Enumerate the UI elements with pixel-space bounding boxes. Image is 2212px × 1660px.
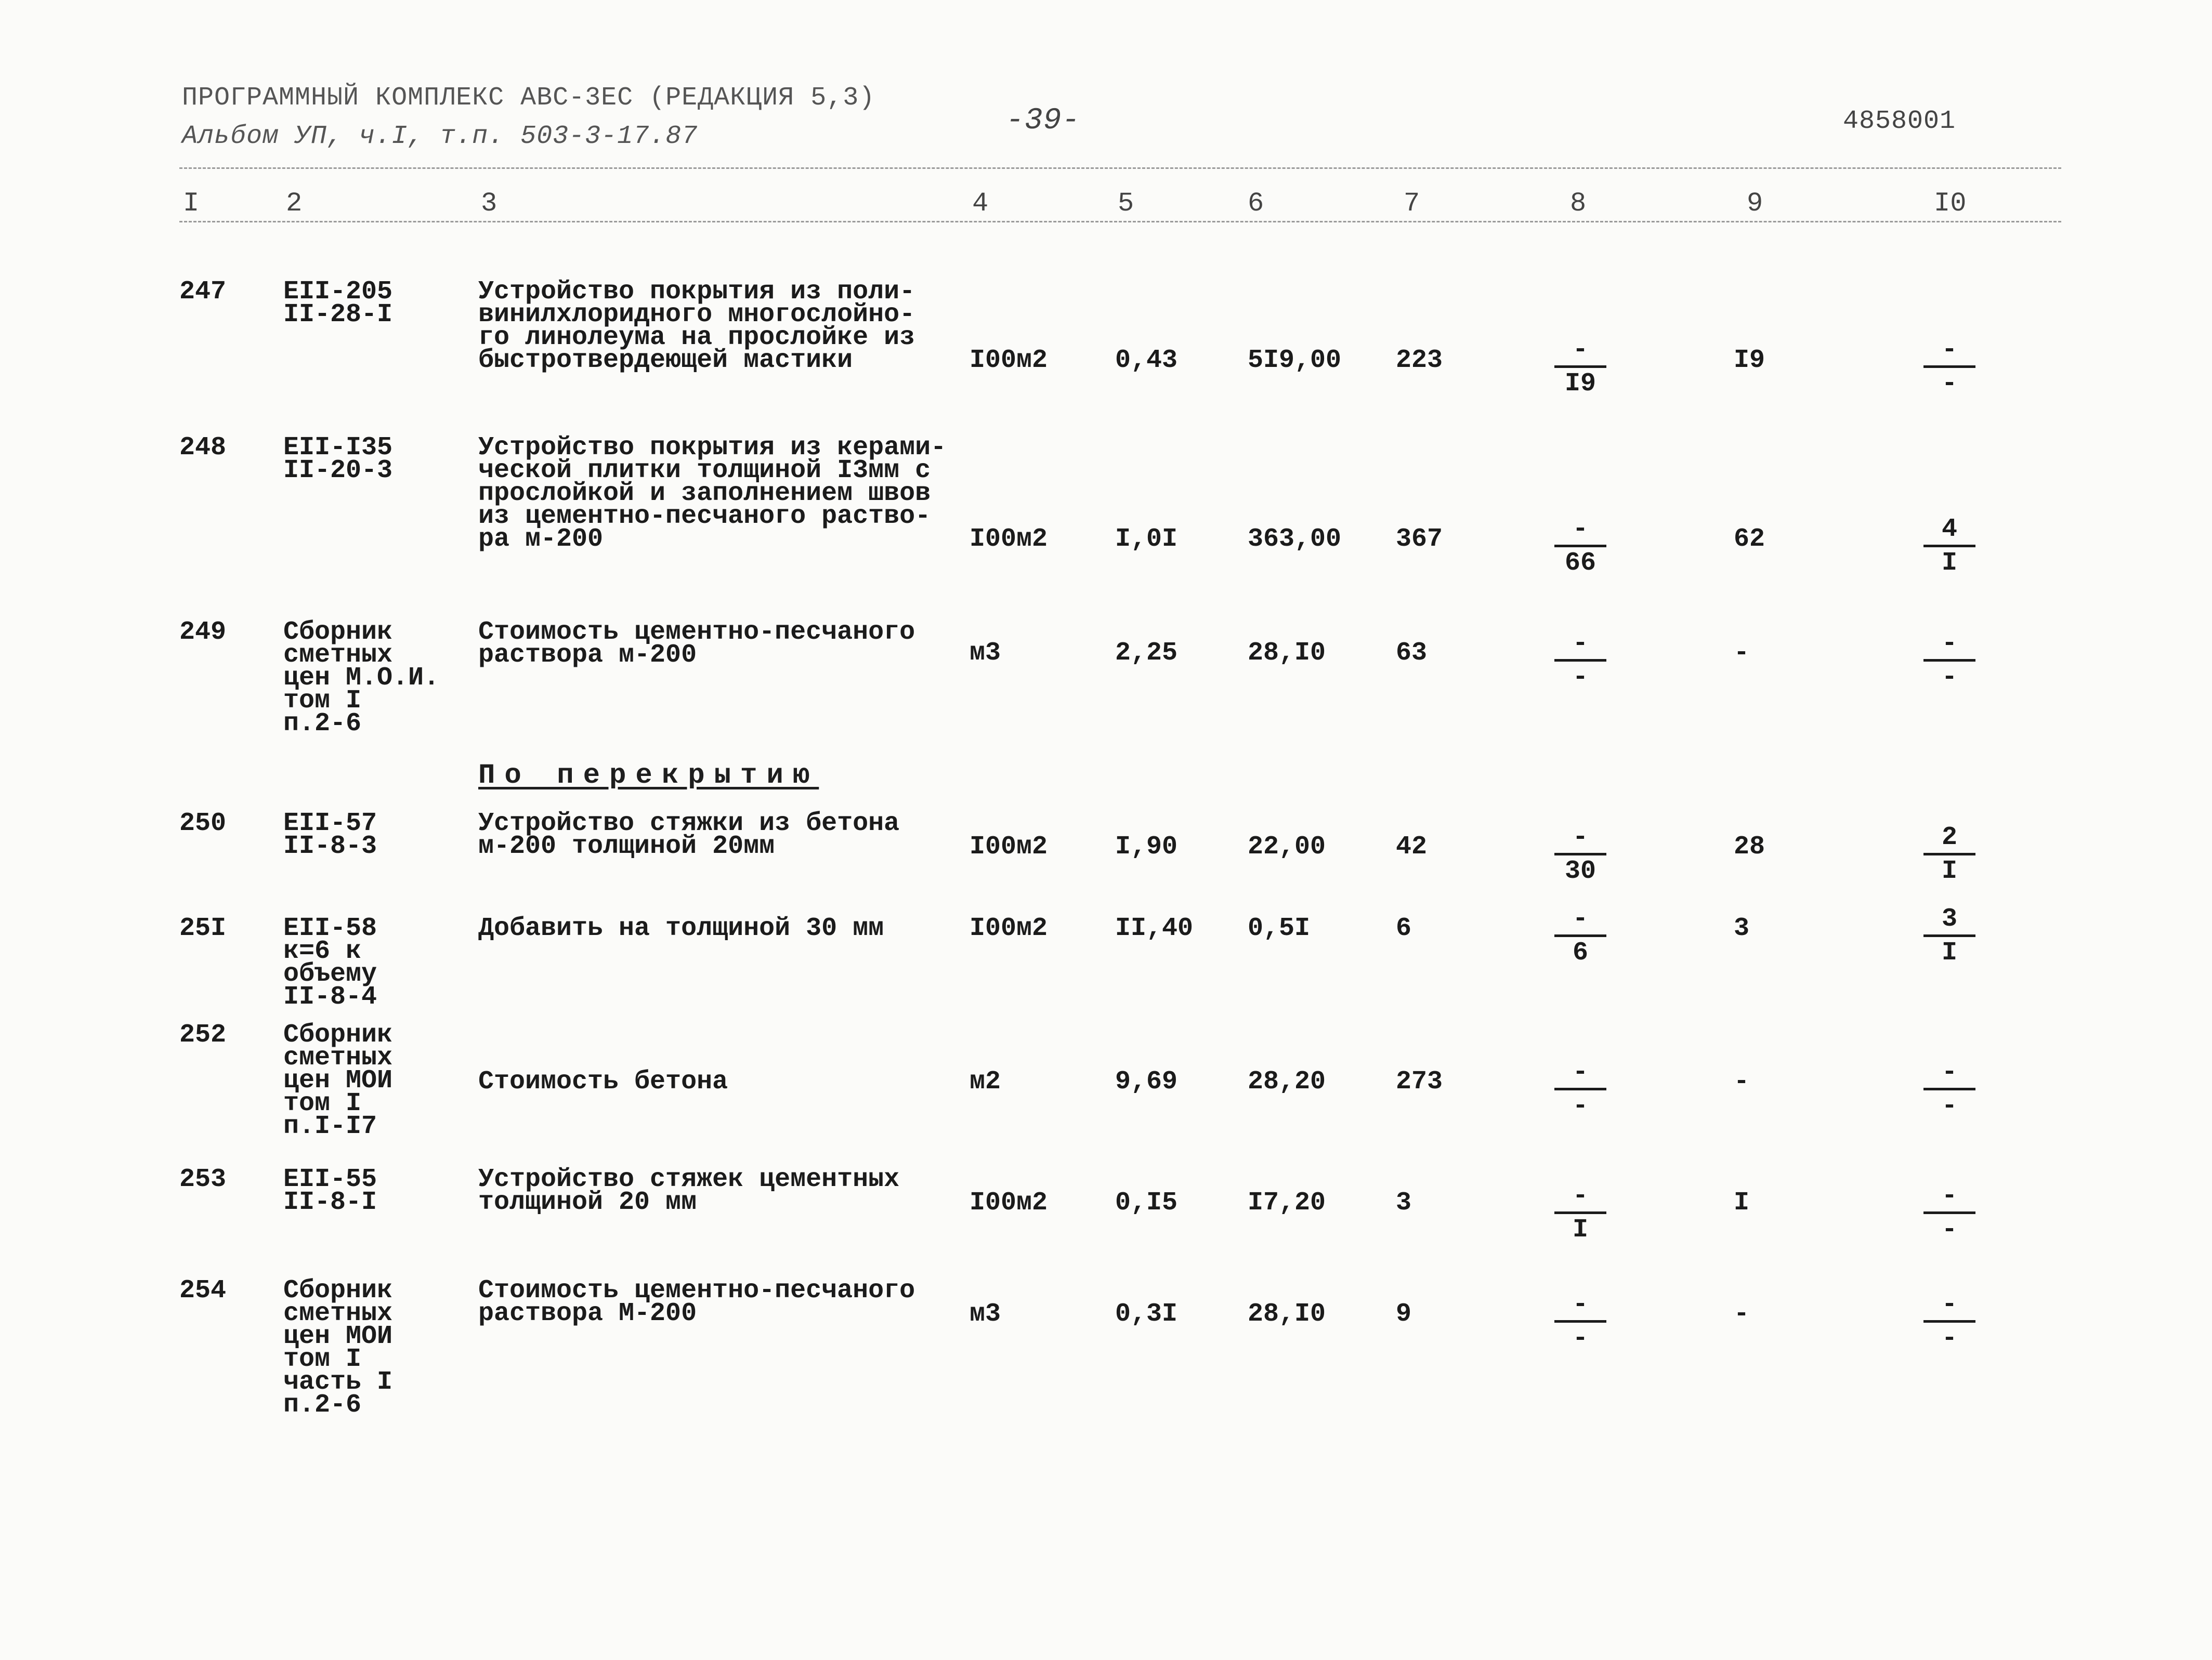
norm-code-line: EII-57 [283, 809, 377, 838]
fraction-denominator: 30 [1564, 857, 1596, 886]
norm-code [283, 277, 393, 330]
column-header-8: 8 [1570, 188, 1587, 219]
norm-code-line: п.I-I7 [283, 1112, 377, 1141]
column-9-value: - [1734, 1299, 1750, 1329]
unit: I00м2 [970, 1188, 1048, 1218]
row-number: 247 [179, 277, 227, 307]
norm-code-line: EII-58 [283, 914, 377, 943]
column-10-fraction [1923, 515, 1975, 577]
fraction-denominator: 6 [1572, 938, 1588, 968]
column-9-value: - [1734, 1067, 1750, 1097]
description-line: Устройство стяжки из бетона [478, 809, 900, 838]
norm-code-line: EII-205 [283, 277, 393, 307]
column-10-fraction [1923, 904, 1975, 967]
fraction-denominator: - [1941, 1215, 1957, 1245]
header-rule-bottom [179, 221, 2061, 222]
album-project-number: 503-3-17.87 [520, 122, 698, 151]
work-description [478, 617, 915, 670]
description-line: го линолеума на прослойке из [478, 323, 915, 352]
unit-price: 5I9,00 [1248, 346, 1342, 375]
norm-code-line: II-8-4 [283, 982, 377, 1012]
column-header-5: 5 [1118, 188, 1134, 219]
header-rule-top [179, 167, 2061, 169]
norm-code-line: объему [283, 959, 377, 989]
norm-code-line: к=6 к [283, 937, 362, 966]
norm-code-line: II-8-3 [283, 832, 377, 861]
quantity: I,0I [1115, 524, 1178, 554]
description-line: из цементно-песчаного раство- [478, 502, 931, 531]
fraction-numerator: - [1554, 1058, 1606, 1090]
fraction-denominator: I [1941, 857, 1957, 886]
fraction-numerator: 2 [1923, 823, 1975, 855]
quantity: 0,3I [1115, 1299, 1178, 1329]
column-header-6: 6 [1248, 188, 1264, 219]
quantity: 0,I5 [1115, 1188, 1178, 1218]
fraction-numerator: - [1554, 1181, 1606, 1214]
norm-code-line: EII-55 [283, 1165, 377, 1194]
norm-code-line: сметных [283, 1299, 393, 1328]
total-cost: 273 [1396, 1067, 1443, 1097]
fraction-numerator: - [1923, 1290, 1975, 1323]
page-number: -39- [1006, 104, 1081, 138]
description-line: Стоимость бетона [478, 1067, 728, 1097]
description-line: ческой плитки толщиной I3мм с [478, 456, 931, 485]
column-10-fraction [1923, 335, 1975, 398]
norm-code-line: цен МОИ [283, 1066, 393, 1096]
fraction-denominator: I [1941, 548, 1957, 578]
column-header-9: 9 [1747, 188, 1763, 219]
column-header-7: 7 [1404, 188, 1420, 219]
album-reference [182, 122, 698, 151]
norm-code-line: том I [283, 1345, 362, 1374]
work-description [478, 1276, 915, 1328]
fraction-denominator: - [1572, 663, 1588, 692]
unit: I00м2 [970, 914, 1048, 943]
quantity: 9,69 [1115, 1067, 1178, 1097]
fraction-denominator: 66 [1564, 548, 1596, 578]
norm-code-line: часть I [283, 1367, 393, 1397]
norm-code [283, 809, 377, 861]
column-8-fraction [1554, 823, 1606, 886]
fraction-numerator: 4 [1923, 515, 1975, 547]
fraction-denominator: I9 [1564, 369, 1596, 399]
norm-code-line: цен М.О.И. [283, 663, 440, 693]
unit-price: 28,I0 [1248, 1299, 1326, 1329]
norm-code [283, 433, 393, 485]
column-8-fraction [1554, 1290, 1606, 1353]
norm-code [283, 914, 377, 1012]
fraction-denominator: - [1941, 1091, 1957, 1121]
row-number: 252 [179, 1020, 227, 1050]
column-9-value: 62 [1734, 524, 1765, 554]
fraction-denominator: I [1572, 1215, 1588, 1245]
unit: м3 [970, 638, 1001, 668]
unit: м2 [970, 1067, 1001, 1097]
column-8-fraction [1554, 629, 1606, 692]
fraction-numerator: - [1554, 515, 1606, 547]
fraction-numerator: - [1923, 629, 1975, 662]
column-9-value: I [1734, 1188, 1750, 1218]
row-number: 253 [179, 1165, 227, 1194]
album-prefix: Альбом УП, ч.I, т.п. [182, 122, 505, 151]
total-cost: 9 [1396, 1299, 1412, 1329]
norm-code-line: Сборник [283, 1276, 393, 1306]
unit: I00м2 [970, 524, 1048, 554]
fraction-numerator: - [1554, 1290, 1606, 1323]
norm-code-line: Сборник [283, 1020, 393, 1050]
program-title: ПРОГРАММНЫЙ КОМПЛЕКС АВС-3ЕС (РЕДАКЦИЯ 5,3) [182, 83, 875, 113]
column-9-value: - [1734, 638, 1750, 668]
column-10-fraction [1923, 823, 1975, 886]
total-cost: 63 [1396, 638, 1428, 668]
norm-code [283, 617, 440, 739]
description-line: быстротвердеющей мастики [478, 346, 853, 375]
unit: I00м2 [970, 346, 1048, 375]
column-9-value: I9 [1734, 346, 1765, 375]
column-10-fraction [1923, 629, 1975, 692]
fraction-numerator: - [1554, 629, 1606, 662]
fraction-numerator: - [1554, 904, 1606, 937]
fraction-denominator: I [1941, 938, 1957, 968]
column-header-1: I [183, 188, 200, 219]
norm-code-line: п.2-6 [283, 709, 362, 739]
fraction-numerator: 3 [1923, 904, 1975, 937]
norm-code-line: том I [283, 1089, 362, 1118]
description-line: раствора М-200 [478, 1299, 697, 1328]
column-9-value: 28 [1734, 832, 1765, 862]
norm-code [283, 1276, 393, 1420]
norm-code-line: том I [283, 686, 362, 716]
work-description [478, 433, 947, 554]
column-8-fraction [1554, 1181, 1606, 1244]
section-title: По перекрытию [478, 760, 819, 792]
description-line: Устройство стяжек цементных [478, 1165, 900, 1194]
unit-price: 363,00 [1248, 524, 1342, 554]
total-cost: 6 [1396, 914, 1412, 943]
description-line: прослойкой и заполнением швов [478, 479, 931, 508]
description-line: Стоимость цементно-песчаного [478, 617, 915, 647]
norm-code-line: цен МОИ [283, 1322, 393, 1351]
norm-code-line: Сборник [283, 617, 393, 647]
row-number: 250 [179, 809, 227, 838]
description-line: толщиной 20 мм [478, 1188, 697, 1217]
column-header-3: 3 [481, 188, 498, 219]
row-number: 248 [179, 433, 227, 463]
row-number: 25I [179, 914, 227, 943]
column-header-4: 4 [972, 188, 989, 219]
fraction-numerator: - [1554, 823, 1606, 855]
norm-code [283, 1020, 393, 1141]
total-cost: 367 [1396, 524, 1443, 554]
unit: м3 [970, 1299, 1001, 1329]
total-cost: 3 [1396, 1188, 1412, 1218]
fraction-numerator: - [1923, 1181, 1975, 1214]
fraction-denominator: - [1572, 1324, 1588, 1353]
document-number: 4858001 [1843, 107, 1956, 136]
unit: I00м2 [970, 832, 1048, 862]
column-9-value: 3 [1734, 914, 1750, 943]
description-line: м-200 толщиной 20мм [478, 832, 775, 861]
unit-price: 0,5I [1248, 914, 1311, 943]
quantity: 2,25 [1115, 638, 1178, 668]
norm-code-line: II-20-3 [283, 456, 393, 485]
column-8-fraction [1554, 335, 1606, 398]
column-10-fraction [1923, 1181, 1975, 1244]
description-line: ра м-200 [478, 524, 604, 554]
description-line: раствора м-200 [478, 640, 697, 670]
fraction-denominator: - [1572, 1091, 1588, 1121]
total-cost: 42 [1396, 832, 1428, 862]
row-number: 254 [179, 1276, 227, 1306]
norm-code-line: EII-I35 [283, 433, 393, 463]
description-line: Добавить на толщиной 30 мм [478, 914, 884, 943]
norm-code-line: сметных [283, 640, 393, 670]
unit-price: 28,I0 [1248, 638, 1326, 668]
work-description [478, 1067, 728, 1097]
fraction-numerator: - [1554, 335, 1606, 368]
total-cost: 223 [1396, 346, 1443, 375]
fraction-numerator: - [1923, 335, 1975, 368]
unit-price: 22,00 [1248, 832, 1326, 862]
work-description [478, 809, 900, 861]
column-header-10: I0 [1934, 188, 1967, 219]
work-description [478, 1165, 900, 1217]
fraction-denominator: - [1941, 1324, 1957, 1353]
column-header-2: 2 [286, 188, 303, 219]
description-line: Устройство покрытия из поли- [478, 277, 915, 307]
description-line: Устройство покрытия из керами- [478, 433, 947, 463]
quantity: II,40 [1115, 914, 1194, 943]
norm-code [283, 1165, 377, 1217]
unit-price: I7,20 [1248, 1188, 1326, 1218]
norm-code-line: II-28-I [283, 300, 393, 330]
column-8-fraction [1554, 1058, 1606, 1121]
norm-code-line: сметных [283, 1043, 393, 1073]
quantity: I,90 [1115, 832, 1178, 862]
unit-price: 28,20 [1248, 1067, 1326, 1097]
description-line: винилхлоридного многослойно- [478, 300, 915, 330]
column-10-fraction [1923, 1290, 1975, 1353]
norm-code-line: п.2-6 [283, 1390, 362, 1420]
column-8-fraction [1554, 904, 1606, 967]
fraction-denominator: - [1941, 663, 1957, 692]
norm-code-line: II-8-I [283, 1188, 377, 1217]
quantity: 0,43 [1115, 346, 1178, 375]
fraction-denominator: - [1941, 369, 1957, 399]
description-line: Стоимость цементно-песчаного [478, 1276, 915, 1306]
column-10-fraction [1923, 1058, 1975, 1121]
work-description [478, 914, 884, 943]
fraction-numerator: - [1923, 1058, 1975, 1090]
column-8-fraction [1554, 515, 1606, 577]
row-number: 249 [179, 617, 227, 647]
work-description [478, 277, 915, 375]
